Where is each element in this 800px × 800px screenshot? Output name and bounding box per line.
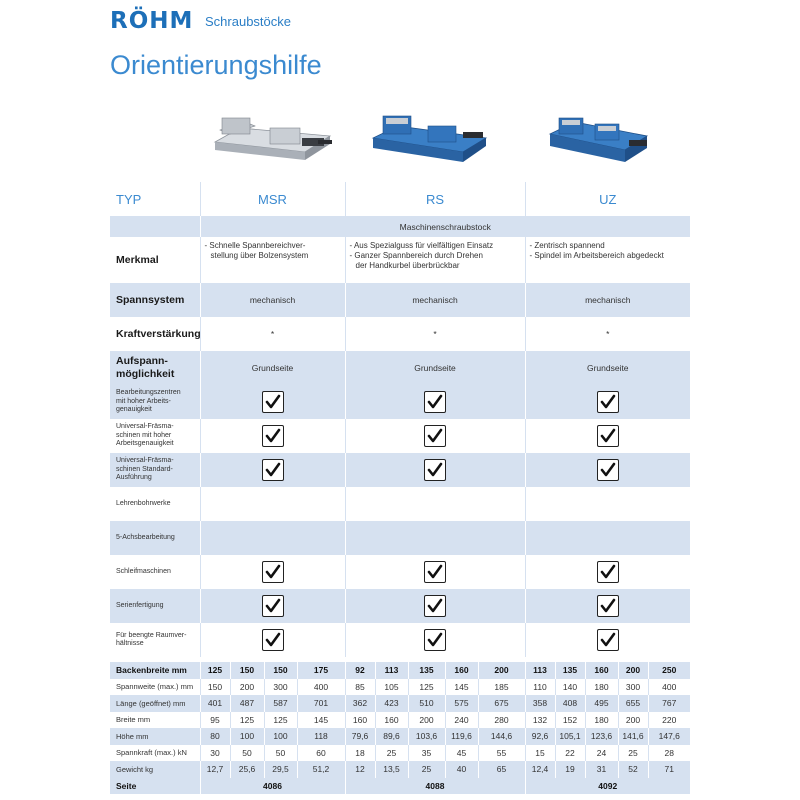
spec-value: 200 — [230, 679, 264, 696]
merkmal-msr-line: stellung über Bolzensystem — [210, 251, 309, 260]
checkmark-icon — [424, 595, 446, 617]
uz-vise-image — [545, 100, 655, 180]
spec-value: 118 — [297, 728, 345, 745]
spec-value: 30 — [200, 745, 230, 762]
application-label-line: mit hoher Arbeits- — [116, 397, 171, 405]
spec-value: 110 — [525, 679, 555, 696]
spec-value: 200 — [408, 712, 445, 729]
spec-value: 575 — [445, 695, 478, 712]
spannsystem-uz: mechanisch — [525, 283, 690, 317]
spannsystem-msr: mechanisch — [200, 283, 345, 317]
spec-value: 150 — [230, 662, 264, 679]
application-rs — [345, 521, 525, 555]
merkmal-uz-line: - Zentrisch spannend — [529, 241, 605, 250]
aufspann-msr: Grundseite — [200, 351, 345, 385]
spec-value: 358 — [525, 695, 555, 712]
spec-value: 147,6 — [648, 728, 690, 745]
spec-value: 280 — [478, 712, 525, 729]
aufspann-row — [110, 351, 690, 385]
spec-value: 113 — [375, 662, 408, 679]
spec-value: 401 — [200, 695, 230, 712]
spec-label: Backenbreite mm — [110, 662, 200, 679]
roehm-logo: RÖHM — [110, 8, 194, 34]
spec-value: 105 — [375, 679, 408, 696]
spec-value: 15 — [525, 745, 555, 762]
spec-value: 200 — [618, 662, 648, 679]
spec-value: 25,6 — [230, 761, 264, 778]
seite-label: Seite — [110, 778, 200, 795]
spec-value: 50 — [230, 745, 264, 762]
spec-value: 125 — [264, 712, 297, 729]
spec-value: 362 — [345, 695, 375, 712]
spec-value: 79,6 — [345, 728, 375, 745]
spannsystem-rs: mechanisch — [345, 283, 525, 317]
merkmal-rs-line: - Ganzer Spannbereich durch Drehen — [349, 251, 483, 260]
application-row — [110, 419, 690, 453]
checkmark-icon — [262, 459, 284, 481]
spec-value: 185 — [478, 679, 525, 696]
merkmal-uz-line: - Spindel im Arbeitsbereich abgedeckt — [529, 251, 664, 260]
page-title: Orientierungshilfe — [110, 50, 322, 80]
checkmark-icon — [262, 629, 284, 651]
application-uz — [525, 385, 690, 419]
category-label: Maschinenschraubstock — [200, 216, 690, 237]
spec-value: 701 — [297, 695, 345, 712]
spec-label: Breite mm — [110, 712, 200, 729]
checkmark-icon — [262, 561, 284, 583]
kraft-row — [110, 317, 690, 351]
spec-value: 85 — [345, 679, 375, 696]
application-uz — [525, 521, 690, 555]
spec-value: 152 — [555, 712, 585, 729]
merkmal-rs-line: der Handkurbel überbrückbar — [355, 261, 460, 270]
spec-value: 300 — [618, 679, 648, 696]
spec-value: 18 — [345, 745, 375, 762]
spec-value: 125 — [230, 712, 264, 729]
seite-rs: 4088 — [345, 778, 525, 795]
spec-label: Gewicht kg — [110, 761, 200, 778]
spec-value: 200 — [478, 662, 525, 679]
spec-label: Spannweite (max.) mm — [110, 679, 200, 696]
application-row — [110, 521, 690, 555]
spec-value: 150 — [200, 679, 230, 696]
spannsystem-row — [110, 283, 690, 317]
checkmark-icon — [597, 391, 619, 413]
checkmark-icon — [424, 425, 446, 447]
spec-value: 60 — [297, 745, 345, 762]
spec-value: 160 — [585, 662, 618, 679]
spec-value: 119,6 — [445, 728, 478, 745]
spec-value: 100 — [264, 728, 297, 745]
spec-value: 240 — [445, 712, 478, 729]
merkmal-msr — [200, 237, 345, 283]
application-uz — [525, 419, 690, 453]
aufspann-label-line: möglichkeit — [116, 368, 175, 380]
spec-label: Höhe mm — [110, 728, 200, 745]
spec-value: 767 — [648, 695, 690, 712]
application-msr — [200, 487, 345, 521]
typ-label: TYP — [110, 182, 200, 216]
spec-value: 25 — [408, 761, 445, 778]
spec-value: 71 — [648, 761, 690, 778]
seite-row — [110, 778, 690, 795]
checkmark-icon — [424, 391, 446, 413]
application-msr — [200, 385, 345, 419]
spec-value: 408 — [555, 695, 585, 712]
kraft-uz: * — [525, 317, 690, 351]
kraft-rs: * — [345, 317, 525, 351]
application-label — [110, 521, 200, 555]
merkmal-rs-line: - Aus Spezialguss für vielfältigen Einsatz — [349, 241, 494, 250]
typ-uz: UZ — [525, 182, 690, 216]
application-row — [110, 623, 690, 657]
application-row — [110, 453, 690, 487]
checkmark-icon — [424, 629, 446, 651]
msr-vise-image — [210, 100, 335, 180]
merkmal-uz — [525, 237, 690, 283]
application-uz — [525, 555, 690, 589]
spec-value: 28 — [648, 745, 690, 762]
application-msr — [200, 453, 345, 487]
spec-value: 31 — [585, 761, 618, 778]
checkmark-icon — [262, 391, 284, 413]
spec-value: 175 — [297, 662, 345, 679]
spec-value: 160 — [345, 712, 375, 729]
application-rs — [345, 419, 525, 453]
spec-value: 145 — [297, 712, 345, 729]
spec-value: 12,7 — [200, 761, 230, 778]
spec-value: 29,5 — [264, 761, 297, 778]
application-msr — [200, 555, 345, 589]
spec-value: 160 — [375, 712, 408, 729]
seite-msr: 4086 — [200, 778, 345, 795]
spec-value: 144,6 — [478, 728, 525, 745]
checkmark-icon — [424, 561, 446, 583]
spec-value: 95 — [200, 712, 230, 729]
typ-row — [110, 182, 690, 216]
spec-value: 400 — [648, 679, 690, 696]
application-label — [110, 555, 200, 589]
application-label-line: Lehrenbohrwerke — [116, 499, 171, 507]
spec-value: 100 — [230, 728, 264, 745]
application-msr — [200, 521, 345, 555]
spec-value: 300 — [264, 679, 297, 696]
orientation-table — [110, 182, 690, 657]
rs-vise-image — [368, 100, 493, 180]
typ-rs: RS — [345, 182, 525, 216]
spec-value: 55 — [478, 745, 525, 762]
spec-row — [110, 679, 690, 696]
application-rows — [110, 385, 690, 657]
spec-value: 13,5 — [375, 761, 408, 778]
application-row — [110, 555, 690, 589]
spec-row — [110, 712, 690, 729]
merkmal-rs — [345, 237, 525, 283]
spec-value: 423 — [375, 695, 408, 712]
application-label-line: Arbeitsgenauigkeit — [116, 440, 174, 448]
aufspann-label-line: Aufspann- — [116, 355, 168, 367]
application-rs — [345, 385, 525, 419]
application-label-line: schinen Standard- — [116, 465, 173, 473]
application-label-line: hältnisse — [116, 640, 144, 647]
merkmal-row — [110, 237, 690, 283]
application-label — [110, 453, 200, 487]
spec-row — [110, 761, 690, 778]
spec-value: 92,6 — [525, 728, 555, 745]
spec-value: 50 — [264, 745, 297, 762]
application-rs — [345, 623, 525, 657]
application-row — [110, 385, 690, 419]
spec-value: 135 — [408, 662, 445, 679]
spec-value: 24 — [585, 745, 618, 762]
checkmark-icon — [597, 561, 619, 583]
application-label — [110, 589, 200, 623]
application-msr — [200, 419, 345, 453]
application-msr — [200, 589, 345, 623]
application-label-line: genauigkeit — [116, 406, 152, 414]
spec-value: 52 — [618, 761, 648, 778]
typ-msr: MSR — [200, 182, 345, 216]
spec-value: 89,6 — [375, 728, 408, 745]
spec-value: 145 — [445, 679, 478, 696]
aufspann-uz: Grundseite — [525, 351, 690, 385]
checkmark-icon — [424, 459, 446, 481]
application-label-line: Ausführung — [116, 474, 152, 482]
kraft-label: Kraftverstärkung — [110, 317, 200, 351]
spec-value: 25 — [618, 745, 648, 762]
spec-value: 160 — [445, 662, 478, 679]
spec-value: 51,2 — [297, 761, 345, 778]
spec-row — [110, 662, 690, 679]
category-row — [110, 216, 690, 237]
spec-value: 103,6 — [408, 728, 445, 745]
product-images — [110, 100, 690, 180]
spec-row — [110, 695, 690, 712]
spec-label: Länge (geöffnet) mm — [110, 695, 200, 712]
application-rs — [345, 555, 525, 589]
checkmark-icon — [262, 595, 284, 617]
header-subtitle: Schraubstöcke — [205, 14, 291, 29]
spec-value: 141,6 — [618, 728, 648, 745]
application-label-line: Serienfertigung — [116, 601, 164, 609]
checkmark-icon — [597, 425, 619, 447]
application-label-line: Universal-Fräsma- — [116, 457, 174, 465]
spec-value: 180 — [585, 712, 618, 729]
application-rs — [345, 487, 525, 521]
checkmark-icon — [597, 629, 619, 651]
checkmark-icon — [597, 595, 619, 617]
spec-value: 150 — [264, 662, 297, 679]
spec-value: 40 — [445, 761, 478, 778]
spec-value: 132 — [525, 712, 555, 729]
spec-value: 22 — [555, 745, 585, 762]
application-row — [110, 487, 690, 521]
merkmal-msr-line: - Schnelle Spannbereichver- — [204, 241, 306, 250]
application-rs — [345, 589, 525, 623]
spec-value: 220 — [648, 712, 690, 729]
application-label — [110, 419, 200, 453]
checkmark-icon — [262, 425, 284, 447]
spec-value: 180 — [585, 679, 618, 696]
spec-table — [110, 662, 690, 794]
application-row — [110, 589, 690, 623]
spec-value: 80 — [200, 728, 230, 745]
spec-value: 35 — [408, 745, 445, 762]
application-label — [110, 623, 200, 657]
application-label — [110, 385, 200, 419]
merkmal-label: Merkmal — [110, 237, 200, 283]
application-uz — [525, 487, 690, 521]
seite-uz: 4092 — [525, 778, 690, 795]
spec-value: 675 — [478, 695, 525, 712]
spec-value: 19 — [555, 761, 585, 778]
spec-value: 135 — [555, 662, 585, 679]
spec-rows — [110, 662, 690, 778]
spec-value: 25 — [375, 745, 408, 762]
application-label-line: Schleifmaschinen — [116, 567, 171, 575]
spec-label: Spannkraft (max.) kN — [110, 745, 200, 762]
application-label-line: Bearbeitungszentren — [116, 389, 181, 397]
application-uz — [525, 623, 690, 657]
spec-value: 125 — [408, 679, 445, 696]
spec-row — [110, 728, 690, 745]
spec-value: 487 — [230, 695, 264, 712]
spec-value: 250 — [648, 662, 690, 679]
checkmark-icon — [597, 459, 619, 481]
spec-value: 400 — [297, 679, 345, 696]
application-label-line: Universal-Fräsma- — [116, 423, 174, 431]
spec-value: 113 — [525, 662, 555, 679]
application-label-line: schinen mit hoher — [116, 431, 172, 439]
aufspann-label — [110, 351, 200, 385]
spec-value: 125 — [200, 662, 230, 679]
spec-value: 65 — [478, 761, 525, 778]
spec-value: 495 — [585, 695, 618, 712]
spannsystem-label: Spannsystem — [110, 283, 200, 317]
spec-value: 92 — [345, 662, 375, 679]
spec-value: 105,1 — [555, 728, 585, 745]
application-uz — [525, 453, 690, 487]
application-msr — [200, 623, 345, 657]
spec-value: 200 — [618, 712, 648, 729]
application-label-line: Für beengte Raumver- — [116, 631, 187, 639]
aufspann-rs: Grundseite — [345, 351, 525, 385]
application-rs — [345, 453, 525, 487]
spec-value: 587 — [264, 695, 297, 712]
spec-value: 12,4 — [525, 761, 555, 778]
spec-value: 123,6 — [585, 728, 618, 745]
spec-value: 655 — [618, 695, 648, 712]
application-label-line: 5-Achsbearbeitung — [116, 533, 175, 541]
kraft-msr: * — [200, 317, 345, 351]
application-uz — [525, 589, 690, 623]
spec-value: 140 — [555, 679, 585, 696]
spec-value: 45 — [445, 745, 478, 762]
application-label — [110, 487, 200, 521]
spec-value: 510 — [408, 695, 445, 712]
spec-row — [110, 745, 690, 762]
spec-value: 12 — [345, 761, 375, 778]
